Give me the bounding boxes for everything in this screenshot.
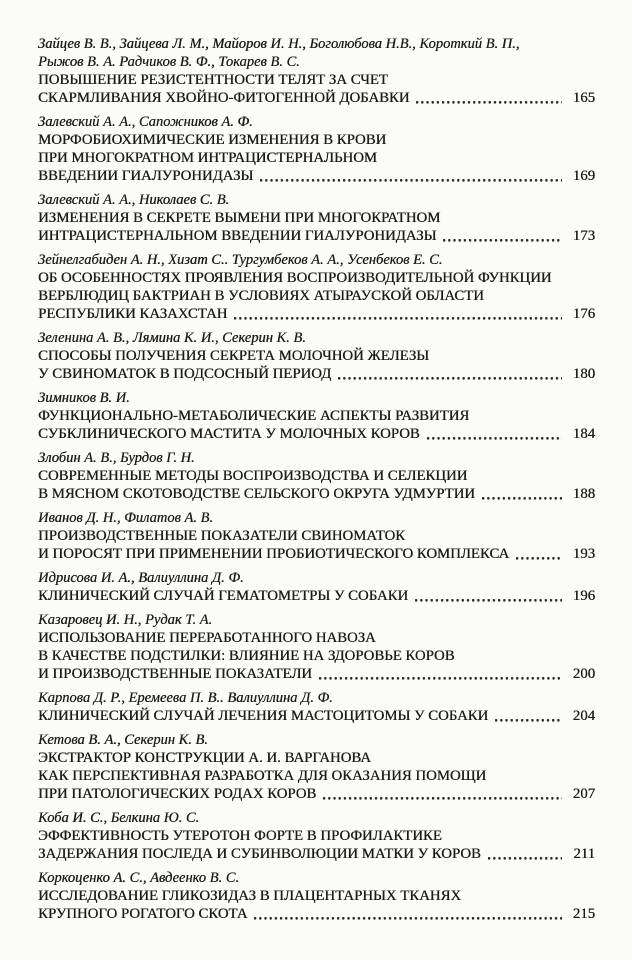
- title-line: ПРИ МНОГОКРАТНОМ ИНТРАЦИСТЕРНАЛЬНОМ: [38, 150, 377, 166]
- toc-entry: [38, 509, 595, 563]
- entry-authors: [38, 689, 595, 707]
- author-line: Рыжов В. А. Радчиков В. Ф., Токарев В. С.: [38, 54, 300, 70]
- entry-title: [38, 749, 595, 803]
- title-line: ЗАДЕРЖАНИЯ ПОСЛЕДА И СУБИНВОЛЮЦИИ МАТКИ У КОРОВ: [38, 846, 481, 862]
- author-line: Иванов Д. Н., Филатов А. В.: [38, 510, 213, 526]
- author-line: Залевский А. А., Сапожников А. Ф.: [38, 114, 253, 130]
- title-line: ЭКСТРАКТОР КОНСТРУКЦИИ А. И. ВАРГАНОВА: [38, 750, 371, 766]
- title-leader-row: [38, 785, 595, 803]
- title-line: КАК ПЕРСПЕКТИВНАЯ РАЗРАБОТКА ДЛЯ ОКАЗАНИЯ ПОМОЩИ: [38, 768, 487, 784]
- dot-leader: [482, 485, 562, 503]
- entry-authors: [38, 35, 595, 71]
- title-line: ПОВЫШЕНИЕ РЕЗИСТЕНТНОСТИ ТЕЛЯТ ЗА СЧЕТ: [38, 72, 388, 88]
- page-number: 207: [572, 786, 595, 802]
- author-line: Карпова Д. Р., Еремеева П. В.. Валиуллина Д. Ф.: [38, 690, 333, 706]
- entry-title: [38, 209, 595, 245]
- toc-entry: [38, 35, 595, 107]
- author-line: Зеленина А. В., Лямина К. И., Секерин К. В.: [38, 330, 306, 346]
- toc-entry: [38, 389, 595, 443]
- title-line: И ПОРОСЯТ ПРИ ПРИМЕНЕНИИ ПРОБИОТИЧЕСКОГО КОМПЛЕКСА: [38, 546, 510, 562]
- title-line: ФУНКЦИОНАЛЬНО-МЕТАБОЛИЧЕСКИЕ АСПЕКТЫ РАЗВИТИЯ: [38, 408, 470, 424]
- title-line: ПРИ ПАТОЛОГИЧЕСКИХ РОДАХ КОРОВ: [38, 786, 317, 802]
- toc-entry: [38, 689, 595, 725]
- dot-leader: [516, 545, 562, 563]
- title-leader-row: [38, 167, 595, 185]
- page-number: 193: [572, 546, 595, 562]
- entry-title: [38, 131, 595, 185]
- dot-leader: [427, 425, 562, 443]
- page-number: 200: [572, 666, 595, 682]
- author-line: Зимников В. И.: [38, 390, 130, 406]
- title-line: КРУПНОГО РОГАТОГО СКОТА: [38, 906, 248, 922]
- entry-authors: [38, 569, 595, 587]
- entry-authors: [38, 611, 595, 629]
- entry-title: [38, 347, 595, 383]
- title-line: ИССЛЕДОВАНИЕ ГЛИКОЗИДАЗ В ПЛАЦЕНТАРНЫХ ТКАНЯХ: [38, 888, 462, 904]
- title-line: ИСПОЛЬЗОВАНИЕ ПЕРЕРАБОТАННОГО НАВОЗА: [38, 630, 376, 646]
- title-leader-row: [38, 89, 595, 107]
- title-line: ОБ ОСОБЕННОСТЯХ ПРОЯВЛЕНИЯ ВОСПРОИЗВОДИТЕЛЬНОЙ ФУНКЦИИ: [38, 270, 552, 286]
- page-number: 184: [572, 426, 595, 442]
- entry-title: [38, 707, 595, 725]
- entry-title: [38, 269, 595, 323]
- title-leader-row: [38, 845, 595, 863]
- entry-authors: [38, 113, 595, 131]
- author-line: Коба И. С., Белкина Ю. С.: [38, 810, 200, 826]
- dot-leader: [415, 587, 562, 605]
- title-leader-row: [38, 905, 595, 923]
- dot-leader: [234, 305, 562, 323]
- title-leader-row: [38, 587, 595, 605]
- title-line: МОРФОБИОХИМИЧЕСКИЕ ИЗМЕНЕНИЯ В КРОВИ: [38, 132, 387, 148]
- title-line: ИНТРАЦИСТЕРНАЛЬНОМ ВВЕДЕНИИ ГИАЛУРОНИДАЗЫ: [38, 228, 437, 244]
- toc-entry: [38, 449, 595, 503]
- page-number: 173: [572, 228, 595, 244]
- title-line: КЛИНИЧЕСКИЙ СЛУЧАЙ ГЕМАТОМЕТРЫ У СОБАКИ: [38, 588, 409, 604]
- author-line: Идрисова И. А., Валиуллина Д. Ф.: [38, 570, 244, 586]
- page-number: 196: [572, 588, 595, 604]
- title-line: ВЕРБЛЮДИЦ БАКТРИАН В УСЛОВИЯХ АТЫРАУСКОЙ ОБЛАСТИ: [38, 288, 484, 304]
- dot-leader: [488, 845, 562, 863]
- title-line: ПРОИЗВОДСТВЕННЫЕ ПОКАЗАТЕЛИ СВИНОМАТОК: [38, 528, 406, 544]
- entry-authors: [38, 809, 595, 827]
- dot-leader: [260, 167, 562, 185]
- toc-list: [38, 35, 595, 923]
- page-number: 215: [572, 906, 595, 922]
- page-number: 204: [572, 708, 595, 724]
- entry-title: [38, 587, 595, 605]
- entry-title: [38, 71, 595, 107]
- title-line: ЭФФЕКТИВНОСТЬ УТЕРОТОН ФОРТЕ В ПРОФИЛАКТИКЕ: [38, 828, 442, 844]
- title-line: У СВИНОМАТОК В ПОДСОСНЫЙ ПЕРИОД: [38, 366, 332, 382]
- title-line: СКАРМЛИВАНИЯ ХВОЙНО-ФИТОГЕННОЙ ДОБАВКИ: [38, 90, 410, 106]
- entry-authors: [38, 389, 595, 407]
- toc-entry: [38, 731, 595, 803]
- entry-title: [38, 827, 595, 863]
- entry-authors: [38, 449, 595, 467]
- toc-entry: [38, 809, 595, 863]
- author-line: Кетова В. А., Секерин К. В.: [38, 732, 208, 748]
- entry-authors: [38, 509, 595, 527]
- title-leader-row: [38, 707, 595, 725]
- title-line: И ПРОИЗВОДСТВЕННЫЕ ПОКАЗАТЕЛИ: [38, 666, 312, 682]
- entry-authors: [38, 329, 595, 347]
- title-line: КЛИНИЧЕСКИЙ СЛУЧАЙ ЛЕЧЕНИЯ МАСТОЦИТОМЫ У СОБАКИ: [38, 708, 489, 724]
- dot-leader: [254, 905, 562, 923]
- title-line: СУБКЛИНИЧЕСКОГО МАСТИТА У МОЛОЧНЫХ КОРОВ: [38, 426, 420, 442]
- entry-title: [38, 467, 595, 503]
- toc-entry: [38, 251, 595, 323]
- entry-title: [38, 527, 595, 563]
- entry-authors: [38, 191, 595, 209]
- title-leader-row: [38, 425, 595, 443]
- title-line: РЕСПУБЛИКИ КАЗАХСТАН: [38, 306, 228, 322]
- title-leader-row: [38, 485, 595, 503]
- toc-entry: [38, 329, 595, 383]
- page-number: 169: [572, 168, 595, 184]
- entry-title: [38, 887, 595, 923]
- page-number: 176: [572, 306, 595, 322]
- toc-entry: [38, 113, 595, 185]
- toc-entry: [38, 569, 595, 605]
- dot-leader: [416, 89, 562, 107]
- entry-authors: [38, 731, 595, 749]
- entry-authors: [38, 251, 595, 269]
- entry-title: [38, 407, 595, 443]
- toc-entry: [38, 611, 595, 683]
- author-line: Зайцев В. В., Зайцева Л. М., Майоров И. Н., Боголюбова Н.В., Короткий В. П.,: [38, 36, 520, 52]
- dot-leader: [338, 365, 562, 383]
- page-number: 180: [572, 366, 595, 382]
- author-line: Казаровец И. Н., Рудак Т. А.: [38, 612, 213, 628]
- page-number: 165: [572, 90, 595, 106]
- dot-leader: [323, 785, 562, 803]
- title-line: В КАЧЕСТВЕ ПОДСТИЛКИ: ВЛИЯНИЕ НА ЗДОРОВЬЕ КОРОВ: [38, 648, 455, 664]
- dot-leader: [495, 707, 562, 725]
- title-leader-row: [38, 665, 595, 683]
- title-leader-row: [38, 227, 595, 245]
- title-leader-row: [38, 365, 595, 383]
- page-number: 188: [572, 486, 595, 502]
- entry-authors: [38, 869, 595, 887]
- title-line: ВВЕДЕНИИ ГИАЛУРОНИДАЗЫ: [38, 168, 254, 184]
- dot-leader: [443, 227, 562, 245]
- page-number: 211: [573, 846, 595, 862]
- author-line: Коркоценко А. С., Авдеенко В. С.: [38, 870, 240, 886]
- title-line: СПОСОБЫ ПОЛУЧЕНИЯ СЕКРЕТА МОЛОЧНОЙ ЖЕЛЕЗЫ: [38, 348, 430, 364]
- author-line: Залевский А. А., Николаев С. В.: [38, 192, 230, 208]
- author-line: Зейнелгабиден А. Н., Хизат С.. Тургумбеков А. А., Усенбеков Е. С.: [38, 252, 443, 268]
- toc-entry: [38, 869, 595, 923]
- title-line: СОВРЕМЕННЫЕ МЕТОДЫ ВОСПРОИЗВОДСТВА И СЕЛЕКЦИИ: [38, 468, 468, 484]
- dot-leader: [319, 665, 562, 683]
- toc-entry: [38, 191, 595, 245]
- title-line: ИЗМЕНЕНИЯ В СЕКРЕТЕ ВЫМЕНИ ПРИ МНОГОКРАТНОМ: [38, 210, 441, 226]
- title-line: В МЯСНОМ СКОТОВОДСТВЕ СЕЛЬСКОГО ОКРУГА УДМУРТИИ: [38, 486, 475, 502]
- author-line: Злобин А. В., Бурдов Г. Н.: [38, 450, 195, 466]
- entry-title: [38, 629, 595, 683]
- title-leader-row: [38, 545, 595, 563]
- title-leader-row: [38, 305, 595, 323]
